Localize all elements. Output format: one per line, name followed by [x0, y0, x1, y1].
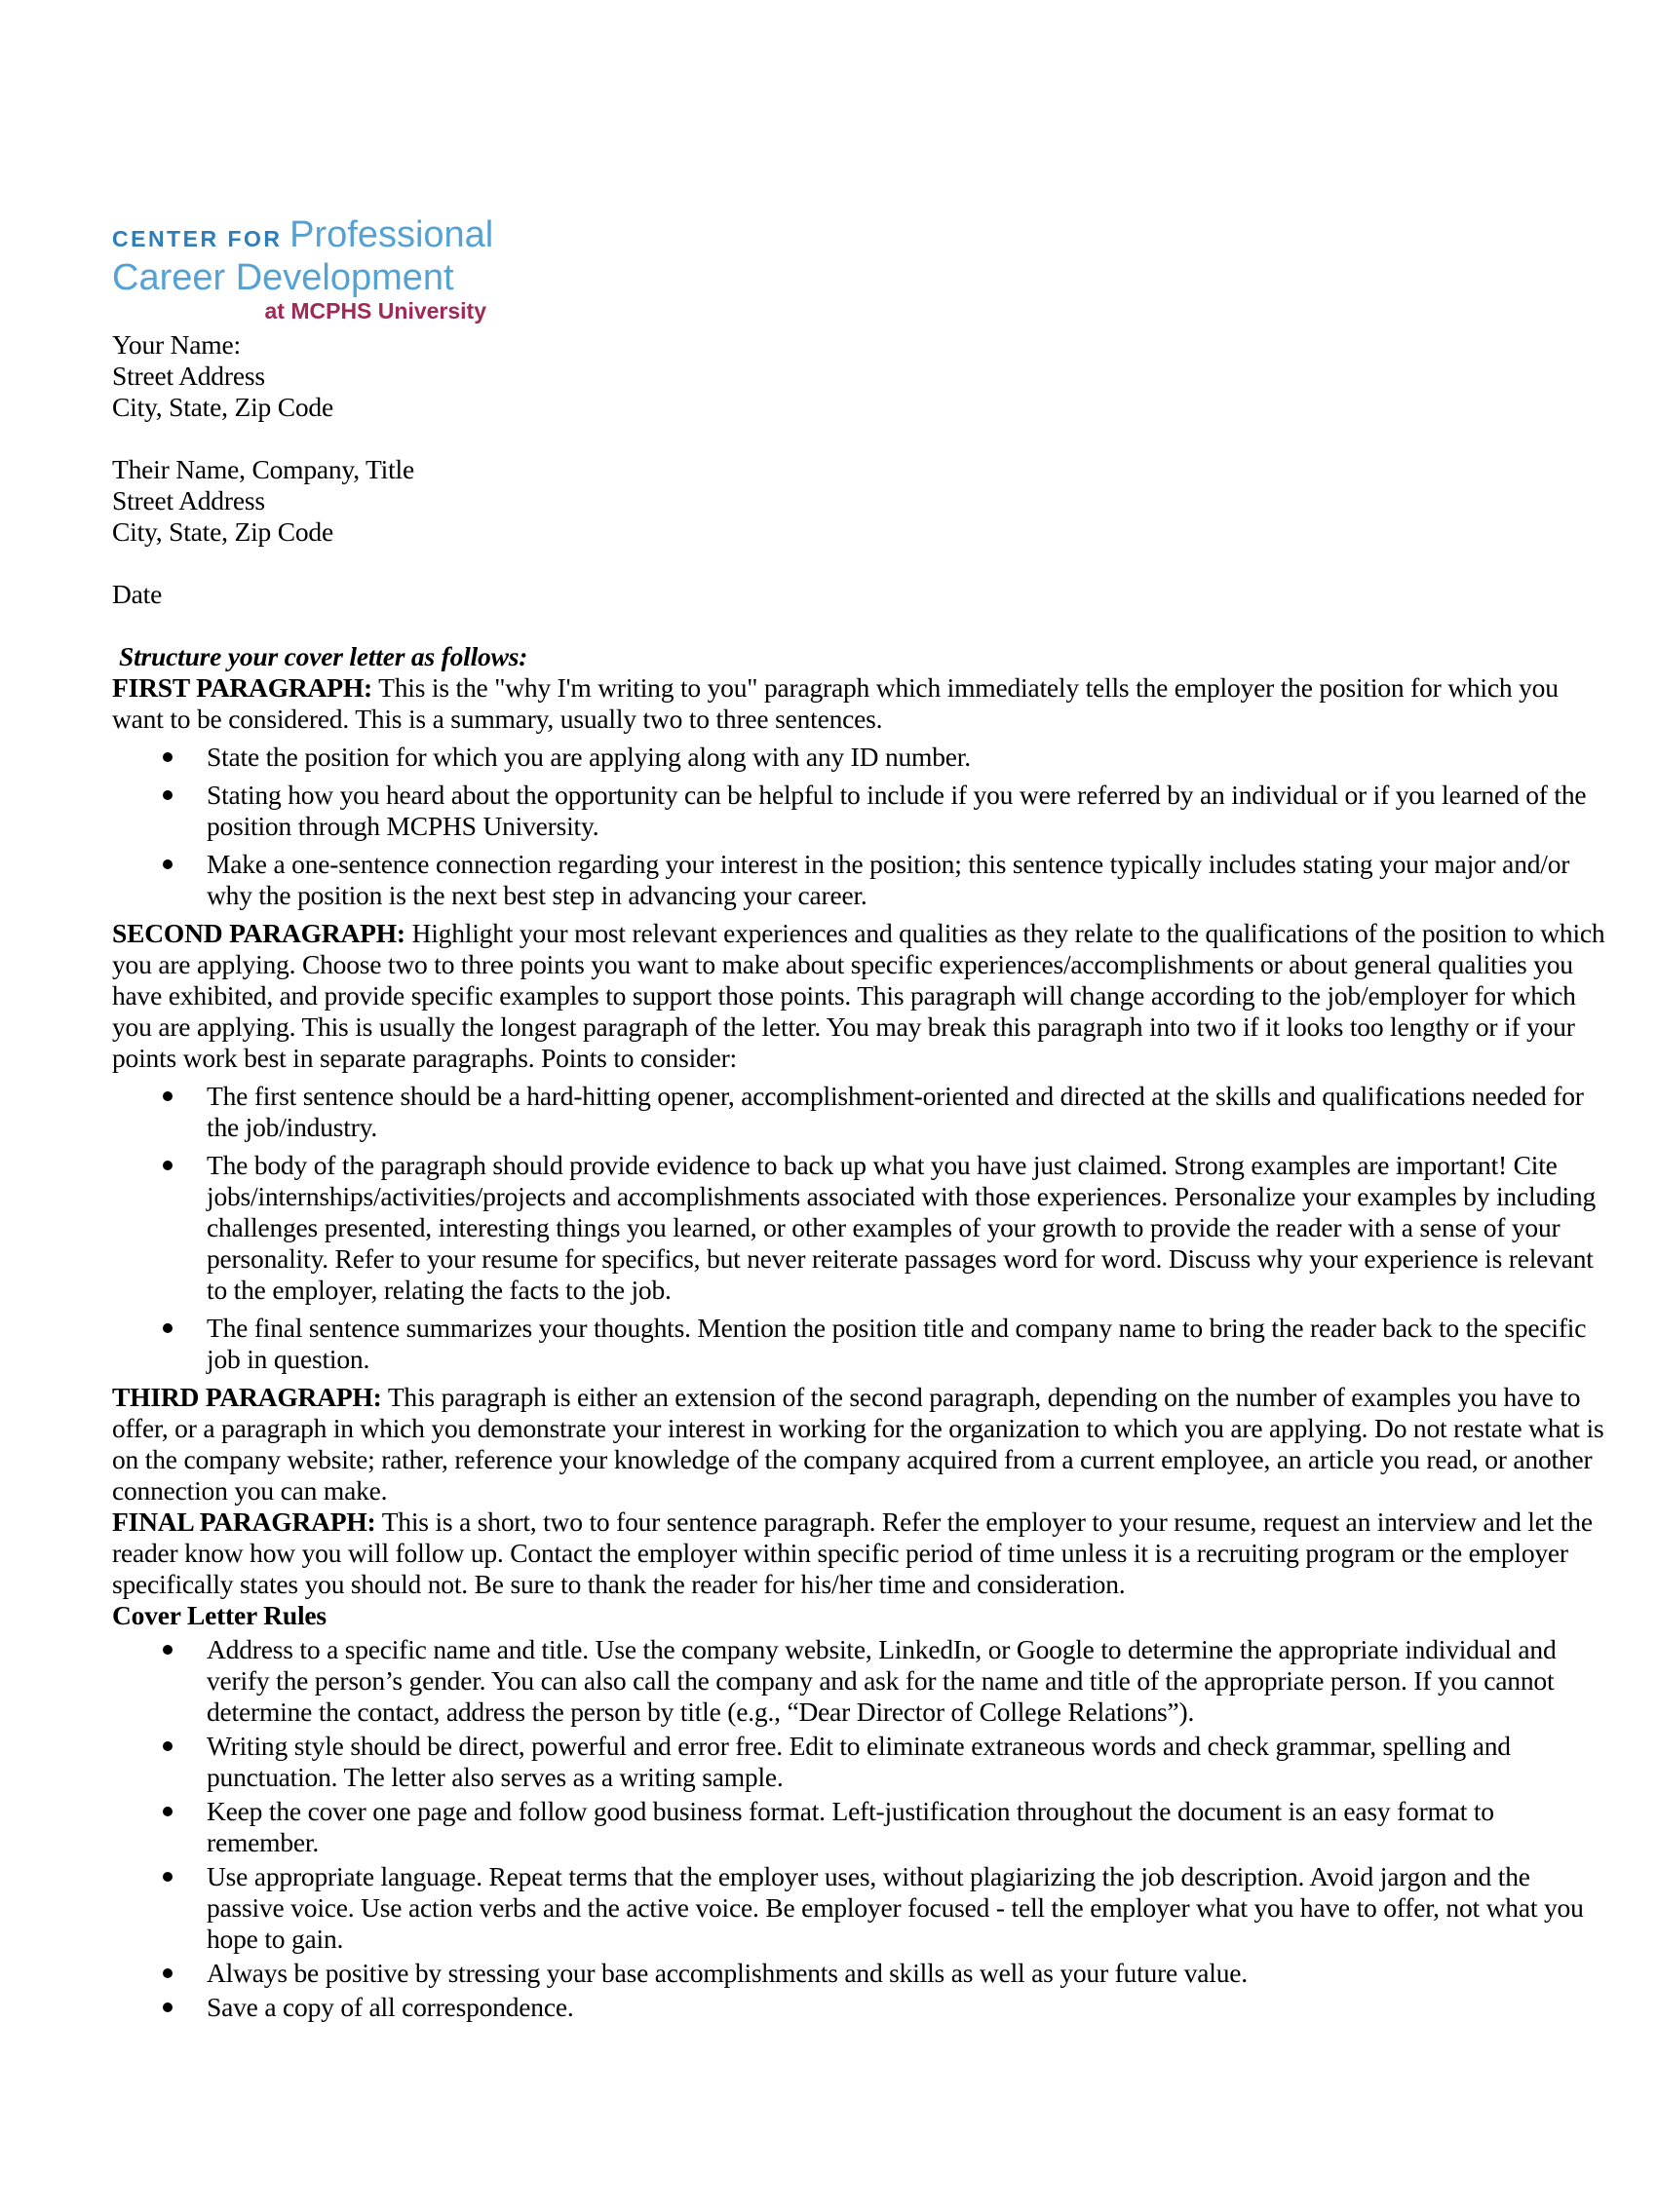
logo-career-development-text: Career Development — [112, 257, 454, 298]
bullet-item: Save a copy of all correspondence. — [207, 1992, 1605, 2023]
first-paragraph-text: This is the "why I'm writing to you" paragraph which immediately tells the employer the position for which you want to be considered. This is a summary, usually two to three sentences. — [112, 672, 1559, 734]
second-paragraph-label: SECOND PARAGRAPH: — [112, 918, 405, 948]
recipient-name-line: Their Name, Company, Title — [112, 454, 415, 484]
spacer — [112, 610, 1605, 641]
third-paragraph-label: THIRD PARAGRAPH: — [112, 1382, 382, 1412]
sender-city-line: City, State, Zip Code — [112, 392, 333, 422]
spacer — [112, 548, 1605, 579]
logo-university-text: MCPHS University — [290, 298, 486, 324]
sender-address-block — [112, 329, 1605, 423]
bullet-item: Keep the cover one page and follow good business format. Left-justification throughout the document is an easy format to remember. — [207, 1796, 1605, 1858]
bullet-item: Stating how you heard about the opportunity can be helpful to include if you were referred by an individual or if you learned of the position through MCPHS University. — [207, 780, 1605, 842]
bullet-item: Use appropriate language. Repeat terms that the employer uses, without plagiarizing the job description. Avoid jargon and the passive voice. Use action verbs and the active voice. Be employer focused - tell the employer what you have to offer, not what you hope to gain. — [207, 1861, 1605, 1955]
cpcd-logo — [112, 216, 492, 324]
logo-professional-text: Professional — [289, 214, 494, 255]
rules-heading: Cover Letter Rules — [112, 1600, 327, 1630]
bullet-item: The body of the paragraph should provide evidence to back up what you have just claimed. Strong examples are important! Cite jobs/internships/activities/projects and accomplishments associated with those experiences. Personalize your examples by including challenges presented, interesting things you learned, or other examples of your growth to provide the reader with a sense of your personality. Refer to your resume for specifics, but never reiterate passages word for word. Discuss why your experience is relevant to the employer, relating the facts to the job. — [207, 1150, 1605, 1306]
second-paragraph-bullet-list — [112, 1081, 1605, 1375]
logo-at-text: at — [264, 298, 285, 324]
bullet-item: State the position for which you are applying along with any ID number. — [207, 742, 1605, 773]
rules-bullet-list — [112, 1634, 1605, 2023]
first-paragraph-section — [112, 672, 1605, 735]
intro-heading: Structure your cover letter as follows: — [119, 641, 528, 671]
logo-center-for-text: CENTER FOR — [112, 226, 283, 251]
bullet-item: Address to a specific name and title. Use the company website, LinkedIn, or Google to determine the appropriate individual and verify the person’s gender. You can also call the company and ask for the name and title of the appropriate person. If you cannot determine the contact, address the person by title (e.g., “Dear Director of College Relations”). — [207, 1634, 1605, 1728]
third-paragraph-section — [112, 1382, 1605, 1506]
recipient-street-line: Street Address — [112, 485, 265, 515]
first-paragraph-bullet-list — [112, 742, 1605, 911]
final-paragraph-label: FINAL PARAGRAPH: — [112, 1506, 376, 1537]
second-paragraph-section — [112, 918, 1605, 1074]
sender-name-line: Your Name: — [112, 329, 241, 360]
final-paragraph-text: This is a short, two to four sentence paragraph. Refer the employer to your resume, request an interview and let the reader know how you will follow up. Contact the employer within specific period of time unless it is a recruiting program or the employer specifically states you should not. Be sure to thank the reader for his/her time and consideration. — [112, 1506, 1593, 1599]
first-paragraph-label: FIRST PARAGRAPH: — [112, 672, 372, 703]
bullet-item: Writing style should be direct, powerful and error free. Edit to eliminate extraneous words and check grammar, spelling and punctuation. The letter also serves as a writing sample. — [207, 1731, 1605, 1793]
third-paragraph-text: This paragraph is either an extension of the second paragraph, depending on the number of examples you have to offer, or a paragraph in which you demonstrate your interest in working for the organization to which you are applying. Do not restate what is on the company website; rather, reference your knowledge of the company acquired from a current employee, an article you read, or another connection you can make. — [112, 1382, 1604, 1506]
spacer — [112, 423, 1605, 454]
final-paragraph-section — [112, 1506, 1605, 1600]
logo-line-1 — [112, 216, 492, 257]
bullet-item: Make a one-sentence connection regarding your interest in the position; this sentence typically includes stating your major and/or why the position is the next best step in advancing your career. — [207, 849, 1605, 911]
bullet-item: The first sentence should be a hard-hitting opener, accomplishment-oriented and directed at the skills and qualifications needed for the job/industry. — [207, 1081, 1605, 1143]
recipient-city-line: City, State, Zip Code — [112, 516, 333, 547]
bullet-item: Always be positive by stressing your base accomplishments and skills as well as your future value. — [207, 1958, 1605, 1989]
second-paragraph-text: Highlight your most relevant experiences and qualities as they relate to the qualifications of the position to which you are applying. Choose two to three points you want to make about specific experiences/accomplishments or about general qualities you have exhibited, and provide specific examples to support those points. This paragraph will change according to the job/employer for which you are applying. This is usually the longest paragraph of the letter. You may break this paragraph into two if it looks too lengthy or if your points work best in separate paragraphs. Points to consider: — [112, 918, 1605, 1073]
date-line: Date — [112, 579, 163, 609]
document-content — [112, 216, 1605, 2026]
recipient-address-block — [112, 454, 1605, 548]
logo-tagline — [112, 298, 492, 324]
sender-street-line: Street Address — [112, 361, 265, 391]
bullet-item: The final sentence summarizes your thoughts. Mention the position title and company name to bring the reader back to the specific job in question. — [207, 1313, 1605, 1375]
